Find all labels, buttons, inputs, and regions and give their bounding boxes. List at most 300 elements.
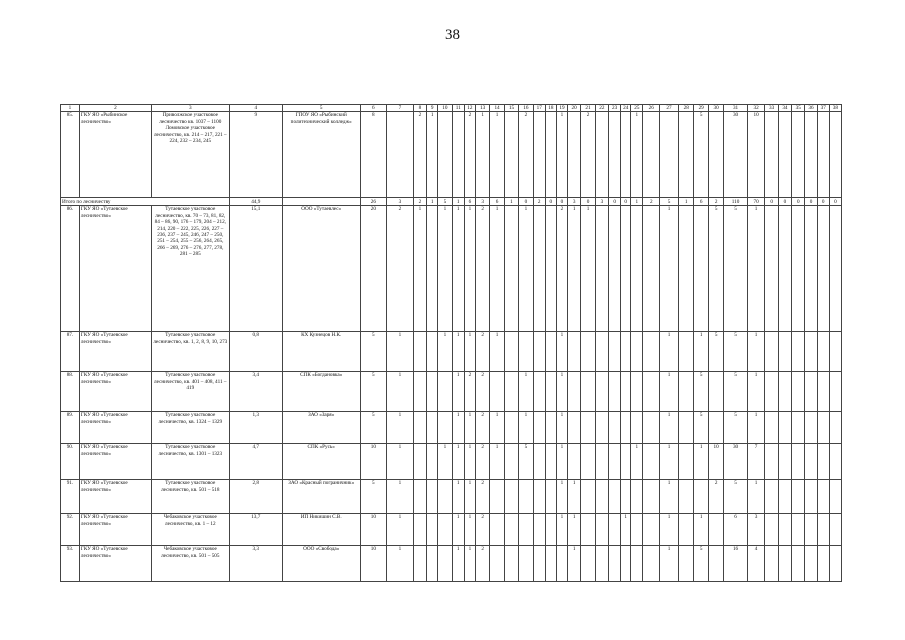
total-cell: 0 <box>621 198 631 206</box>
data-cell <box>581 546 595 582</box>
header-cell: 26 <box>643 105 660 112</box>
data-cell <box>792 480 805 514</box>
data-cell: 1 <box>747 206 765 332</box>
data-cell: 4 <box>747 546 765 582</box>
data-cell: 1 <box>475 112 489 198</box>
total-cell: 6 <box>490 198 504 206</box>
forestry-name: ГКУ ЯО «Тутаевское лесничество» <box>79 332 151 372</box>
data-cell <box>427 332 438 372</box>
header-cell: 15 <box>504 105 518 112</box>
data-cell: 10 <box>747 112 765 198</box>
data-cell <box>805 372 817 412</box>
data-cell: 1 <box>621 514 631 546</box>
data-cell <box>678 206 694 332</box>
data-cell <box>678 112 694 198</box>
data-cell: 7 <box>747 444 765 480</box>
header-cell: 23 <box>609 105 621 112</box>
total-cell: 1 <box>452 198 464 206</box>
data-cell <box>581 372 595 412</box>
header-cell: 9 <box>427 105 438 112</box>
data-cell <box>792 444 805 480</box>
header-cell: 28 <box>678 105 694 112</box>
data-cell <box>678 444 694 480</box>
data-cell: 1 <box>567 546 580 582</box>
data-cell: 2 <box>581 112 595 198</box>
data-cell <box>778 514 791 546</box>
data-cell <box>504 444 518 480</box>
data-cell <box>631 412 643 444</box>
data-cell <box>533 372 545 412</box>
total-row <box>61 198 842 206</box>
header-cell: 8 <box>413 105 426 112</box>
header-cell: 1 <box>61 105 80 112</box>
data-cell: 1 <box>556 372 567 412</box>
forestry-name: ГКУ ЯО «Тутаевское лесничество» <box>79 444 151 480</box>
data-cell <box>792 332 805 372</box>
data-cell <box>805 444 817 480</box>
data-cell: 10 <box>360 546 387 582</box>
data-cell: 30 <box>724 444 747 480</box>
data-cell: 20 <box>360 206 387 332</box>
table-row <box>61 112 842 198</box>
data-cell <box>631 372 643 412</box>
data-cell: 1 <box>660 206 679 332</box>
data-cell: 1 <box>452 480 464 514</box>
data-cell: 5 <box>708 206 724 332</box>
data-cell: 1 <box>490 206 504 332</box>
data-cell <box>581 480 595 514</box>
data-cell <box>545 372 556 412</box>
location: Тутаевское участковое лесничество, кв. 1301 – 1323 <box>151 444 229 480</box>
data-cell: 1 <box>464 332 475 372</box>
data-cell <box>829 206 841 332</box>
total-cell: 5 <box>660 198 679 206</box>
data-cell <box>490 546 504 582</box>
data-cell: 1 <box>438 444 452 480</box>
data-cell: 2 <box>413 112 426 198</box>
data-cell <box>533 514 545 546</box>
data-cell <box>595 546 608 582</box>
data-cell <box>678 480 694 514</box>
data-cell: 2,8 <box>229 480 282 514</box>
data-cell <box>643 372 660 412</box>
header-cell: 22 <box>595 105 608 112</box>
data-cell <box>413 480 426 514</box>
total-cell: 6 <box>464 198 475 206</box>
row-number: 85. <box>61 112 80 198</box>
header-cell: 3 <box>151 105 229 112</box>
data-cell: 1 <box>387 412 414 444</box>
data-cell <box>805 112 817 198</box>
data-cell: 0,8 <box>229 332 282 372</box>
header-cell: 4 <box>229 105 282 112</box>
data-cell: 1 <box>631 112 643 198</box>
data-cell: 1 <box>567 514 580 546</box>
total-label: Итого по лесничеству <box>61 198 230 206</box>
data-cell <box>621 372 631 412</box>
total-cell: 0 <box>817 198 829 206</box>
header-cell: 25 <box>631 105 643 112</box>
row-number: 90. <box>61 444 80 480</box>
total-cell: 2 <box>413 198 426 206</box>
total-cell: 5 <box>438 198 452 206</box>
data-cell: 1 <box>694 444 708 480</box>
data-cell <box>829 332 841 372</box>
total-cell: 0 <box>805 198 817 206</box>
data-cell <box>413 372 426 412</box>
total-cell: 0 <box>792 198 805 206</box>
page-number: 38 <box>445 27 460 43</box>
table-row <box>61 480 842 514</box>
data-cell: 1 <box>660 412 679 444</box>
data-cell <box>581 332 595 372</box>
data-cell <box>765 546 778 582</box>
data-cell <box>765 514 778 546</box>
data-cell <box>631 332 643 372</box>
data-cell <box>427 206 438 332</box>
data-cell <box>643 546 660 582</box>
data-cell <box>413 444 426 480</box>
data-cell: 2 <box>519 112 533 198</box>
total-cell: 1 <box>678 198 694 206</box>
data-cell: 1 <box>660 480 679 514</box>
total-cell: 1 <box>427 198 438 206</box>
data-cell: 9 <box>229 112 282 198</box>
total-cell: 44,9 <box>229 198 282 206</box>
data-cell <box>504 112 518 198</box>
header-cell: 30 <box>708 105 724 112</box>
data-cell <box>631 206 643 332</box>
data-cell: 1 <box>747 480 765 514</box>
data-cell <box>643 412 660 444</box>
total-cell: 6 <box>694 198 708 206</box>
location: Чебаковское участковое лесничество, кв. 1 – 12 <box>151 514 229 546</box>
data-cell <box>631 514 643 546</box>
data-cell: 1 <box>556 444 567 480</box>
data-cell <box>643 206 660 332</box>
total-cell: 2 <box>708 198 724 206</box>
header-cell: 10 <box>438 105 452 112</box>
data-cell <box>805 546 817 582</box>
data-cell <box>545 206 556 332</box>
header-cell: 2 <box>79 105 151 112</box>
tenant-name: ЗАО «Красный пограничник» <box>282 480 360 514</box>
header-cell: 16 <box>519 105 533 112</box>
total-cell: 110 <box>724 198 747 206</box>
data-cell <box>595 412 608 444</box>
table-row <box>61 332 842 372</box>
header-cell: 21 <box>581 105 595 112</box>
data-cell <box>817 206 829 332</box>
data-cell <box>609 206 621 332</box>
data-cell <box>595 112 608 198</box>
data-cell: 16 <box>724 546 747 582</box>
total-cell: 0 <box>556 198 567 206</box>
data-cell <box>643 332 660 372</box>
total-cell <box>282 198 360 206</box>
data-cell <box>792 514 805 546</box>
data-cell: 1 <box>452 332 464 372</box>
data-cell <box>817 514 829 546</box>
data-cell <box>778 372 791 412</box>
data-cell <box>545 412 556 444</box>
data-cell <box>438 112 452 198</box>
data-cell: 5 <box>694 112 708 198</box>
data-cell <box>817 444 829 480</box>
data-cell: 6 <box>724 514 747 546</box>
table-row <box>61 372 842 412</box>
location: Тутаевское участковое лесничество, кв. 401 – 408, 411 – 419 <box>151 372 229 412</box>
row-number: 89. <box>61 412 80 444</box>
tenant-name: ИП Никишин С.В. <box>282 514 360 546</box>
location: Тутаевское участковое лесничество, кв. 1324 – 1329 <box>151 412 229 444</box>
data-cell: 2 <box>387 206 414 332</box>
data-cell <box>621 412 631 444</box>
header-cell: 37 <box>817 105 829 112</box>
total-cell: 0 <box>609 198 621 206</box>
data-cell <box>609 480 621 514</box>
data-cell <box>533 444 545 480</box>
data-cell <box>609 372 621 412</box>
data-cell: 1 <box>556 514 567 546</box>
data-cell <box>519 514 533 546</box>
data-cell: 1 <box>567 480 580 514</box>
total-cell: 2 <box>643 198 660 206</box>
total-cell: 0 <box>545 198 556 206</box>
data-cell <box>765 332 778 372</box>
data-cell <box>792 546 805 582</box>
total-cell: 3 <box>475 198 489 206</box>
data-cell: 1 <box>452 514 464 546</box>
header-cell: 36 <box>805 105 817 112</box>
location: Приволжское участковое лесничество кв. 1037 – 1100 Ломовское участковое лесничество, кв. 214 – 217, 221 – 224, 232 – 234, 245 <box>151 112 229 198</box>
total-cell: 2 <box>533 198 545 206</box>
data-cell <box>427 546 438 582</box>
header-cell: 29 <box>694 105 708 112</box>
data-cell: 1 <box>490 332 504 372</box>
data-cell <box>778 206 791 332</box>
data-cell: 3 <box>747 514 765 546</box>
data-cell: 3,3 <box>229 546 282 582</box>
data-cell <box>778 546 791 582</box>
data-cell <box>609 112 621 198</box>
header-cell: 27 <box>660 105 679 112</box>
data-cell <box>765 480 778 514</box>
row-number: 87. <box>61 332 80 372</box>
data-cell <box>778 332 791 372</box>
data-cell <box>708 412 724 444</box>
data-cell <box>581 412 595 444</box>
data-cell: 1 <box>490 112 504 198</box>
data-cell <box>621 112 631 198</box>
header-cell: 12 <box>464 105 475 112</box>
data-cell <box>694 206 708 332</box>
data-cell <box>567 332 580 372</box>
forestry-name: ГКУ ЯО «Тутаевское лесничество» <box>79 412 151 444</box>
data-cell: 5 <box>724 412 747 444</box>
data-cell: 1 <box>519 206 533 332</box>
data-cell <box>765 206 778 332</box>
total-cell: 3 <box>567 198 580 206</box>
data-cell: 5 <box>724 332 747 372</box>
data-cell <box>427 372 438 412</box>
data-cell <box>643 112 660 198</box>
data-cell <box>621 332 631 372</box>
data-cell: 5 <box>360 480 387 514</box>
data-cell: 1 <box>556 412 567 444</box>
data-cell <box>567 444 580 480</box>
data-cell: 2 <box>475 444 489 480</box>
data-cell: 1 <box>387 444 414 480</box>
data-cell <box>829 444 841 480</box>
data-cell: 8 <box>360 112 387 198</box>
data-cell: 10 <box>360 514 387 546</box>
data-cell <box>631 480 643 514</box>
row-number: 88. <box>61 372 80 412</box>
data-cell <box>595 206 608 332</box>
data-cell <box>504 332 518 372</box>
table-row <box>61 444 842 480</box>
data-cell: 1 <box>387 372 414 412</box>
data-cell: 1 <box>694 514 708 546</box>
data-cell: 1 <box>567 206 580 332</box>
forestry-name: ГКУ ЯО «Рыбинское лесничество» <box>79 112 151 198</box>
data-cell <box>427 412 438 444</box>
data-cell <box>427 444 438 480</box>
header-cell: 31 <box>724 105 747 112</box>
forestry-name: ГКУ ЯО «Тутаевское лесничество» <box>79 546 151 582</box>
data-cell <box>829 514 841 546</box>
total-cell: 3 <box>595 198 608 206</box>
data-cell <box>490 372 504 412</box>
data-cell <box>792 412 805 444</box>
forestry-name: ГКУ ЯО «Тутаевское лесничество» <box>79 206 151 332</box>
data-cell: 1 <box>452 546 464 582</box>
row-number: 91. <box>61 480 80 514</box>
data-cell <box>413 412 426 444</box>
data-cell <box>792 206 805 332</box>
data-cell: 1 <box>452 412 464 444</box>
data-cell <box>678 546 694 582</box>
data-cell <box>817 372 829 412</box>
data-cell <box>533 112 545 198</box>
data-cell <box>504 412 518 444</box>
location: Тутаевское участковое лесничество, кв. 70 – 73, 81, 82, 84 – 86, 90, 176 – 179, 204 – 212, 214, 220 – 222, 225, 226, 227 – 236, 237 – 245, 246, 247 – 250, 251 – 254, 255 – 256, 264, 265, 266 – 269, 276 – 276, 277, 278, 281 – 285 <box>151 206 229 332</box>
data-cell <box>778 444 791 480</box>
row-number: 86. <box>61 206 80 332</box>
data-cell: 2 <box>475 206 489 332</box>
data-cell: 1 <box>452 372 464 412</box>
table-row <box>61 206 842 332</box>
header-cell: 33 <box>765 105 778 112</box>
data-cell <box>609 514 621 546</box>
data-cell: 3,4 <box>229 372 282 412</box>
table-row <box>61 514 842 546</box>
data-cell: 5 <box>708 332 724 372</box>
data-cell: 1 <box>464 444 475 480</box>
data-cell: 1 <box>556 112 567 198</box>
data-cell <box>545 514 556 546</box>
data-cell: 1 <box>660 332 679 372</box>
data-cell <box>805 412 817 444</box>
forestry-name: ГКУ ЯО «Тутаевское лесничество» <box>79 514 151 546</box>
header-cell: 35 <box>792 105 805 112</box>
total-cell: 0 <box>778 198 791 206</box>
data-cell <box>708 514 724 546</box>
data-cell: 2 <box>475 514 489 546</box>
data-cell <box>567 112 580 198</box>
row-number: 93. <box>61 546 80 582</box>
header-cell: 34 <box>778 105 791 112</box>
data-cell: 1 <box>519 412 533 444</box>
data-cell: 1 <box>464 206 475 332</box>
table-row <box>61 546 842 582</box>
data-cell <box>519 332 533 372</box>
data-cell: 5 <box>724 206 747 332</box>
data-cell <box>678 372 694 412</box>
header-cell: 19 <box>556 105 567 112</box>
data-cell: 1 <box>464 412 475 444</box>
data-cell <box>765 372 778 412</box>
header-cell: 38 <box>829 105 841 112</box>
data-cell <box>643 514 660 546</box>
total-cell: 0 <box>519 198 533 206</box>
data-cell <box>631 546 643 582</box>
data-cell <box>545 112 556 198</box>
data-cell: 2 <box>708 480 724 514</box>
tenant-name: ЗАО «Заря» <box>282 412 360 444</box>
data-cell <box>708 546 724 582</box>
data-cell <box>817 546 829 582</box>
data-cell <box>581 444 595 480</box>
data-cell <box>829 480 841 514</box>
header-cell: 7 <box>387 105 414 112</box>
data-cell <box>643 480 660 514</box>
data-cell <box>817 332 829 372</box>
data-cell <box>504 546 518 582</box>
tenant-name: ООО «Свобода» <box>282 546 360 582</box>
data-cell <box>643 444 660 480</box>
tenant-name: КХ Кузнецов Н.К. <box>282 332 360 372</box>
data-cell: 2 <box>475 372 489 412</box>
data-cell: 5 <box>694 546 708 582</box>
data-cell <box>595 444 608 480</box>
data-cell <box>545 444 556 480</box>
data-cell: 1 <box>490 444 504 480</box>
data-cell <box>438 514 452 546</box>
data-cell <box>609 412 621 444</box>
data-cell <box>778 480 791 514</box>
header-cell: 24 <box>621 105 631 112</box>
data-cell <box>545 480 556 514</box>
data-cell <box>533 332 545 372</box>
data-cell <box>829 112 841 198</box>
data-cell <box>829 372 841 412</box>
data-cell <box>792 112 805 198</box>
data-cell: 1 <box>556 480 567 514</box>
data-cell <box>694 480 708 514</box>
data-cell <box>490 514 504 546</box>
total-cell: 70 <box>747 198 765 206</box>
data-cell <box>829 546 841 582</box>
data-cell: 30 <box>724 112 747 198</box>
data-cell <box>678 332 694 372</box>
data-cell: 2 <box>475 332 489 372</box>
data-cell <box>438 372 452 412</box>
data-cell <box>765 412 778 444</box>
data-cell: 1 <box>747 412 765 444</box>
data-cell: 1 <box>387 332 414 372</box>
